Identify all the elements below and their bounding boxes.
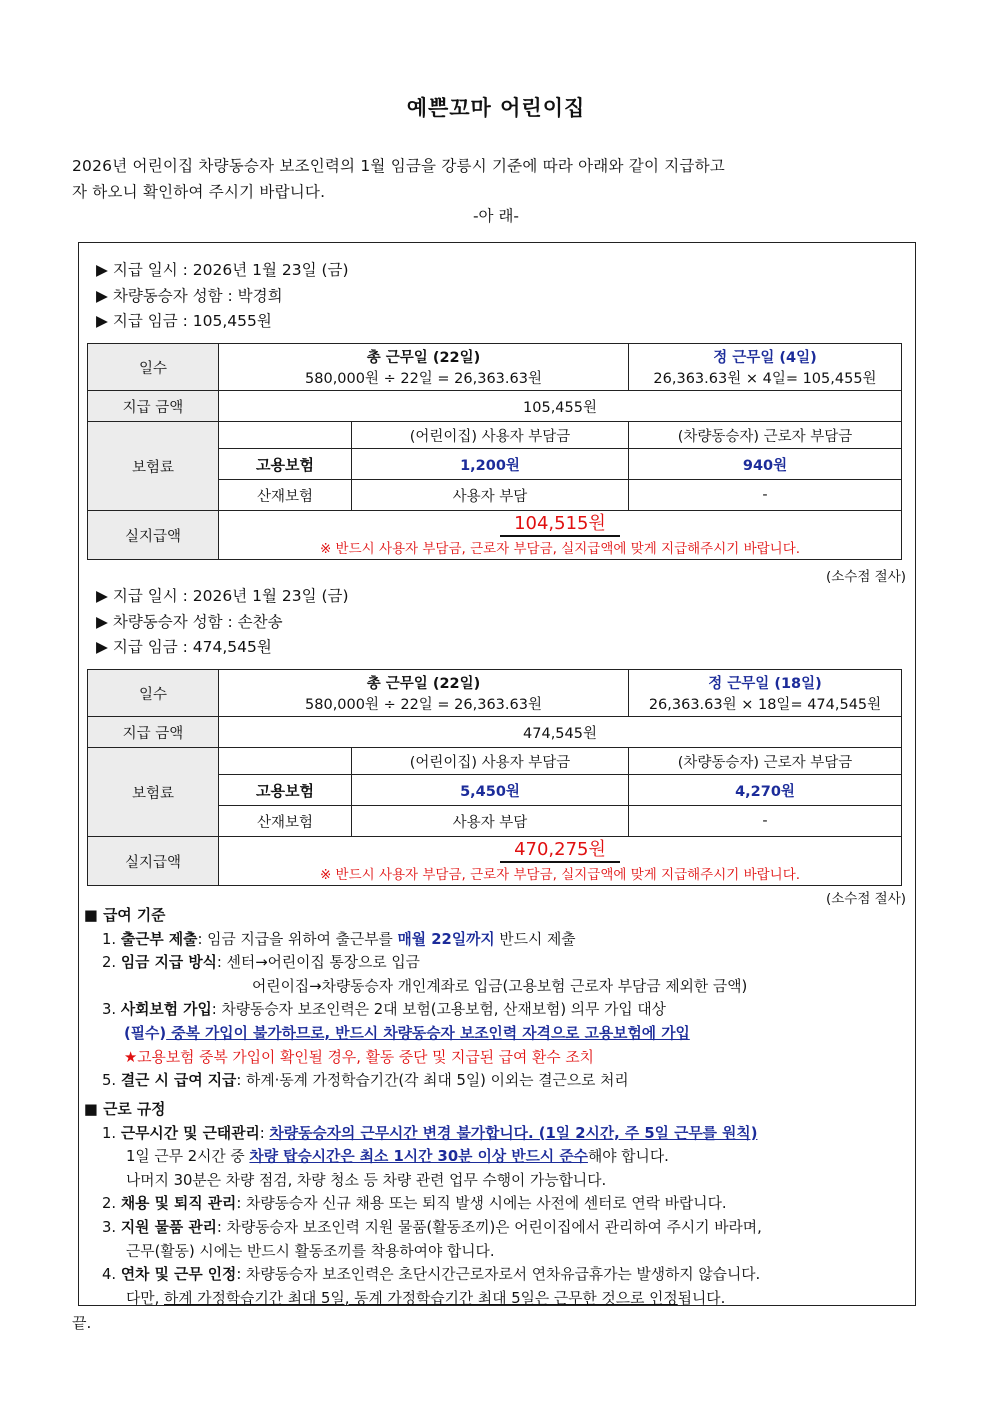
pay-date: ▶ 지급 일시 : 2026년 1월 23일 (금) [96, 261, 349, 279]
rule-title: 연차 및 근무 인정 [120, 1266, 237, 1284]
rule-5 [84, 1069, 924, 1093]
net-pay-label: 실지급액 [88, 837, 219, 886]
rule-title: 사회보험 가입 [120, 1001, 212, 1019]
intro-line-1: 2026년 어린이집 차량동승자 보조인력의 1월 임금을 강릉시 기준에 따라 아래와 같이 지급하고 [72, 157, 725, 175]
rounding-note: (소수점 절사) [825, 569, 906, 585]
rule-text: 1일 근무 2시간 중 [126, 1148, 250, 1166]
total-days-cell [219, 344, 629, 391]
rule-num: 2. [102, 1195, 117, 1213]
employment-insurance-employer: 1,200원 [352, 449, 629, 480]
pay-wage: ▶ 지급 임금 : 474,545원 [96, 638, 272, 656]
total-days-title: 총 근무일 (22일) [366, 350, 481, 366]
record-1-bullets [96, 258, 349, 335]
star-icon: ★ [124, 1048, 138, 1066]
rule-title: 지원 물품 관리 [120, 1218, 217, 1236]
work-rule-2 [84, 1192, 924, 1216]
pay-rules-section [84, 904, 924, 1093]
rule-title: 출근부 제출 [120, 930, 198, 948]
amount-label: 지급 금액 [88, 391, 219, 422]
rule-2-cont: 어린이집→차량동승자 개인계좌로 입금(고용보험 근로자 부담금 제외한 금액) [252, 977, 748, 995]
required-tag: (필수) [124, 1024, 167, 1042]
end-mark: 끝. [72, 1314, 92, 1332]
record-1-table [87, 343, 902, 560]
rule-2 [84, 951, 924, 975]
worked-days-title: 정 근무일 (18일) [708, 676, 822, 692]
employment-insurance-worker: 4,270원 [629, 775, 902, 806]
work-rule-4-cont [84, 1287, 924, 1311]
amount-value: 105,455원 [219, 391, 902, 422]
rule-num: 2. [102, 954, 117, 972]
rule-3-warning [84, 1046, 924, 1070]
total-days-cell [219, 670, 629, 717]
net-pay-amount: 104,515원 [500, 513, 620, 537]
pay-rules-heading: ■ 급여 기준 [84, 907, 166, 924]
rule-num: 3. [102, 1218, 117, 1236]
accident-insurance-worker: - [629, 806, 902, 837]
net-pay-warning: ※ 반드시 사용자 부담금, 근로자 부담금, 실지급액에 맞게 지급해주시기 바랍니다. [319, 541, 801, 557]
work-rule-1-cont [84, 1145, 924, 1169]
accident-insurance-label: 산재보험 [219, 480, 352, 511]
amount-value: 474,545원 [219, 717, 902, 748]
rule-title: 채용 및 퇴직 관리 [120, 1195, 237, 1213]
accident-insurance-label: 산재보험 [219, 806, 352, 837]
rule-1 [84, 928, 924, 952]
intro-line-2: 자 하오니 확인하여 주시기 바랍니다. [72, 183, 326, 201]
blank-header [219, 422, 352, 449]
rule-text: : 차량동승자 보조인력은 초단시간근로자로서 연차유급휴가는 발생하지 않습니다. [236, 1266, 761, 1284]
employer-header: (어린이집) 사용자 부담금 [352, 422, 629, 449]
blank-header [219, 748, 352, 775]
record-2-bullets [96, 584, 349, 661]
rule-highlight: 매월 22일까지 [397, 930, 495, 948]
ahrae-heading: -아 래- [472, 207, 520, 225]
rule-title: 근무시간 및 근태관리 [120, 1124, 260, 1142]
rule-text: : 차량동승자 보조인력 지원 물품(활동조끼)은 어린이집에서 관리하여 주시기 바라며, [216, 1218, 762, 1236]
employment-insurance-label: 고용보험 [219, 449, 352, 480]
intro-text [72, 153, 922, 205]
days-label: 일수 [88, 670, 219, 717]
worker-name: ▶ 차량동승자 성함 : 박경희 [96, 286, 283, 305]
work-rules-section [84, 1098, 924, 1310]
rule-highlight: 차량 탑승시간은 최소 1시간 30분 이상 반드시 준수 [249, 1148, 588, 1166]
net-pay-warning: ※ 반드시 사용자 부담금, 근로자 부담금, 실지급액에 맞게 지급해주시기 바랍니다. [319, 867, 801, 883]
rule-text: : 임금 지급을 위하여 출근부를 [197, 930, 398, 948]
rule-warning: 고용보험 중복 가입이 확인될 경우, 활동 중단 및 지급된 급여 환수 조치 [137, 1048, 594, 1066]
employment-insurance-label: 고용보험 [219, 775, 352, 806]
rule-text: : 차량동승자 신규 채용 또는 퇴직 발생 시에는 사전에 센터로 연락 바랍니다. [236, 1195, 727, 1213]
rule-text: 다만, [126, 1289, 164, 1307]
worked-days-title: 정 근무일 (4일) [713, 350, 817, 366]
work-rule-3-cont: 근무(활동) 시에는 반드시 활동조끼를 착용하여야 합니다. [126, 1242, 495, 1260]
rule-text: : 하계·동계 가정학습기간(각 최대 5일) 이외는 결근으로 처리 [236, 1072, 629, 1090]
pay-wage: ▶ 지급 임금 : 105,455원 [96, 312, 272, 330]
worked-days-calc: 26,363.63원 × 4일= 105,455원 [653, 371, 877, 387]
rule-num: 1. [102, 1124, 117, 1142]
rule-text: 반드시 제출 [494, 930, 576, 948]
rule-text: 됩니다. [677, 1289, 726, 1307]
work-rule-1-cont2: 나머지 30분은 차량 점검, 차량 청소 등 차량 관련 업무 수행이 가능합니다. [126, 1171, 607, 1189]
worked-days-cell [629, 344, 902, 391]
rule-text: : [259, 1124, 270, 1142]
rule-text: : 차량동승자 보조인력은 2대 보험(고용보험, 산재보험) 의무 가입 대상 [211, 1001, 666, 1019]
rule-title: 임금 지급 방식 [120, 954, 217, 972]
rounding-note: (소수점 절사) [825, 891, 906, 907]
rule-highlight: 차량동승자의 근무시간 변경 불가합니다. (1일 2시간, 주 5일 근무를 원칙) [269, 1124, 758, 1142]
worker-header: (차량동승자) 근로자 부담금 [629, 422, 902, 449]
work-rule-1 [84, 1122, 924, 1146]
rule-num: 3. [102, 1001, 117, 1019]
amount-label: 지급 금액 [88, 717, 219, 748]
accident-insurance-employer: 사용자 부담 [352, 480, 629, 511]
net-pay-cell [219, 837, 902, 886]
rule-text: : 센터→어린이집 통장으로 입금 [216, 954, 420, 972]
total-days-title: 총 근무일 (22일) [366, 676, 481, 692]
employment-insurance-worker: 940원 [629, 449, 902, 480]
net-pay-amount: 470,275원 [500, 839, 620, 863]
work-rule-4 [84, 1263, 924, 1287]
employment-insurance-employer: 5,450원 [352, 775, 629, 806]
rule-num: 4. [102, 1266, 117, 1284]
insurance-label: 보험료 [88, 422, 219, 511]
rule-text: 해야 합니다. [587, 1148, 669, 1166]
insurance-label: 보험료 [88, 748, 219, 837]
work-rule-3 [84, 1216, 924, 1240]
days-label: 일수 [88, 344, 219, 391]
rule-highlight: 하계 가정학습기간 최대 5일, 동계 가정학습기간 최대 5일은 근무한 것으로 인정 [164, 1289, 678, 1307]
record-2-table [87, 669, 902, 886]
rule-highlight: 중복 가입이 불가하므로, 반드시 차량동승자 보조인력 자격으로 고용보험에 가입 [166, 1024, 690, 1042]
rule-3 [84, 998, 924, 1022]
pay-date: ▶ 지급 일시 : 2026년 1월 23일 (금) [96, 587, 349, 605]
employer-header: (어린이집) 사용자 부담금 [352, 748, 629, 775]
rule-title: 결근 시 급여 지급 [120, 1072, 237, 1090]
worked-days-cell [629, 670, 902, 717]
worker-header: (차량동승자) 근로자 부담금 [629, 748, 902, 775]
rule-3-required [84, 1022, 924, 1046]
work-rules-heading: ■ 근로 규정 [84, 1101, 166, 1118]
accident-insurance-worker: - [629, 480, 902, 511]
total-days-calc: 580,000원 ÷ 22일 = 26,363.63원 [305, 697, 542, 713]
net-pay-cell [219, 511, 902, 560]
document-title: 예쁜꼬마 어린이집 [406, 96, 586, 120]
accident-insurance-employer: 사용자 부담 [352, 806, 629, 837]
rule-num: 5. [102, 1072, 117, 1090]
worked-days-calc: 26,363.63원 × 18일= 474,545원 [648, 697, 882, 713]
total-days-calc: 580,000원 ÷ 22일 = 26,363.63원 [305, 371, 542, 387]
net-pay-label: 실지급액 [88, 511, 219, 560]
rule-num: 1. [102, 930, 117, 948]
worker-name: ▶ 차량동승자 성함 : 손찬송 [96, 612, 283, 631]
